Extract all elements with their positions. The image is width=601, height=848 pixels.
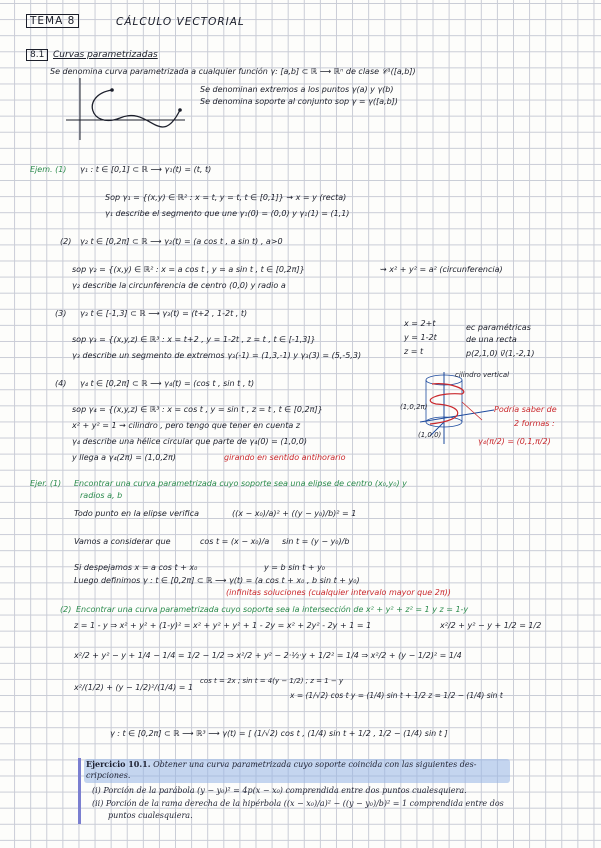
ej5-line5: Luego definimos γ : t ∈ [0,2π] ⊂ ℝ ⟶ γ(t) = (a cos t + x₀ , b sin t + y₀): [74, 576, 360, 585]
ej3-system-3: z = t: [404, 347, 424, 356]
ej1-label: Ejem. (1): [30, 165, 67, 174]
ej3-side3: p(2,1,0) v⃗(1,-2,1): [466, 349, 535, 358]
ej6-line2a: z = 1 - y ⇒ x² + y² + (1-y)² = x² + y² + y² + 1 - 2y = x² + 2y² - 2y + 1 = 1: [74, 621, 372, 630]
intro-soporte: Se denomina soporte al conjunto sop γ = γ([a,b]): [200, 97, 398, 106]
ej5-line1: Encontrar una curva parametrizada cuyo soporte sea una elipse de centro (x₀,y₀) y: [74, 479, 407, 488]
ej6-line4c: x = (1/√2) cos t y = (1/4) sin t + 1/2 z = 1/2 − (1/4) sin t: [290, 691, 503, 700]
ej3-system-1: x = 2+t: [404, 319, 436, 328]
fig-cilindro-label: cilindro vertical: [455, 371, 510, 379]
ej5-line3b: cos t = (x − x₀)/a: [200, 537, 270, 546]
fig-note-3: γ₄(π/2) = (0,1,π/2): [478, 437, 551, 446]
ej3-side1: ec paramétricas: [466, 323, 531, 332]
exercise-item-1: (i) Porción de la parábola (y − y₀)² = 4p(x − x₀) comprendida entre dos puntos cualesquiera.: [92, 786, 467, 795]
intro-definition: Se denomina curva parametrizada a cualquier función γ: [a,b] ⊂ ℝ ⟶ ℝⁿ de clase 𝒞¹([a,b]): [50, 67, 416, 76]
intro-extremos: Se denominan extremos a los puntos γ(a) y γ(b): [200, 85, 394, 94]
ej5-line6: (infinitas soluciones (cualquier intervalo mayor que 2π)): [226, 588, 451, 597]
ej5-line2a: Todo punto en la elipse verifica: [74, 509, 200, 518]
ej6-line4b: cos t = 2x ; sin t = 4(y − 1/2) ; z = 1 − y: [200, 677, 344, 685]
ej4-line4: y llega a γ₄(2π) = (1,0,2π): [72, 453, 176, 462]
ej3-line2: γ₃ describe un segmento de extremos γ₃(-1) = (1,3,-1) y γ₃(3) = (5,-5,3): [72, 351, 362, 360]
ej5-line4b: y = b sin t + y₀: [264, 563, 326, 572]
ej2-line2: γ₂ describe la circunferencia de centro (0,0) y radio a: [72, 281, 286, 290]
ej1-line2: γ₁ describe el segmento que une γ₁(0) = (0,0) y γ₁(1) = (1,1): [105, 209, 350, 218]
exercise-box: [78, 758, 518, 824]
exercise-text-1: Obtener una curva parametrizada cuyo soporte coincida con las siguientes des-: [153, 760, 477, 769]
exercise-bar: [78, 758, 81, 824]
fig-point-bottom: (1,0,0): [418, 431, 442, 439]
ej5-line3a: Vamos a considerar que: [74, 537, 171, 546]
ej2-line1: sop γ₂ = {(x,y) ∈ ℝ² : x = a cos t , y = a sin t , t ∈ [0,2π]}: [72, 265, 305, 274]
ej4-label: (4): [55, 379, 67, 388]
ej3-system-2: y = 1-2t: [404, 333, 437, 342]
ej4-line3: γ₄ describe una hélice circular que parte de γ₄(0) = (1,0,0): [72, 437, 308, 446]
ej4-head: γ₄ t ∈ [0,2π] ⊂ ℝ ⟶ γ₄(t) = (cos t , sin t , t): [80, 379, 255, 388]
exercise-title: Ejercicio 10.1.: [86, 759, 151, 769]
page-title: CÁLCULO VECTORIAL: [116, 16, 245, 28]
ej5-line1b: radios a, b: [80, 491, 123, 500]
ej3-head: γ₃ t ∈ [-1,3] ⊂ ℝ ⟶ γ₃(t) = (t+2 , 1-2t , t): [80, 309, 248, 318]
ej5-line2b: ((x − x₀)/a)² + ((y − y₀)/b)² = 1: [232, 509, 357, 518]
exercise-item-2a: (ii) Porción de la rama derecha de la hipérbola ((x − x₀)/a)² − ((y − y₀)/b)² = 1 comprendida entre dos: [92, 799, 504, 808]
ej1-head: γ₁ : t ∈ [0,1] ⊂ ℝ ⟶ γ₁(t) = (t, t): [80, 165, 212, 174]
section-number: 8.1: [26, 49, 48, 61]
ej6-line2b: x²/2 + y² − y + 1/2 = 1/2: [440, 621, 542, 630]
fig-note-2: 2 formas :: [514, 419, 555, 428]
ej1-line1: Sop γ₁ = {(x,y) ∈ ℝ² : x = t, y = t, t ∈ [0,1]} ⇝ x = y (recta): [105, 193, 347, 202]
ej5-label: Ejer. (1): [30, 479, 62, 488]
ej5-line3c: sin t = (y − y₀)/b: [282, 537, 350, 546]
exercise-text-2: cripciones.: [86, 771, 131, 780]
ej2-head: γ₂ t ∈ [0,2π] ⊂ ℝ ⟶ γ₂(t) = (a cos t , a sin t) , a>0: [80, 237, 283, 246]
ej2-line1b: ⇝ x² + y² = a² (circunferencia): [380, 265, 503, 274]
ej2-label: (2): [60, 237, 72, 246]
ej6-line1: Encontrar una curva parametrizada cuyo soporte sea la intersección de x² + y² + z² = 1 y z = 1-y: [76, 605, 469, 614]
fig-note-1: Podría saber de: [494, 405, 557, 414]
ej6-label: (2): [60, 605, 72, 614]
ej5-line4a: Si despejamos x = a cos t + x₀: [74, 563, 198, 572]
exercise-item-2b: puntos cualesquiera.: [108, 811, 193, 820]
ej3-side2: de una recta: [466, 335, 517, 344]
ej4-line4b: girando en sentido antihorario: [224, 453, 346, 462]
ej3-line1: sop γ₃ = {(x,y,z) ∈ ℝ³ : x = t+2 , y = 1-2t , z = t , t ∈ [-1,3]}: [72, 335, 316, 344]
ej3-label: (3): [55, 309, 67, 318]
ej6-line5: γ : t ∈ [0,2π] ⊂ ℝ ⟶ ℝ³ ⟶ γ(t) = [ (1/√2) cos t , (1/4) sin t + 1/2 , 1/2 − (1/4) sin t ]: [110, 729, 448, 738]
section-title: Curvas parametrizadas: [53, 50, 158, 60]
ej4-line2: x² + y² = 1 ⇝ cilindro , pero tengo que tener en cuenta z: [72, 421, 301, 430]
ej6-line3: x²/2 + y² − y + 1/4 − 1/4 = 1/2 − 1/2 ⇒ x²/2 + y² − 2·½·y + 1/2² = 1/4 ⇒ x²/2 + (y − 1/2)² = 1/4: [74, 651, 462, 660]
ej6-line4a: x²/(1/2) + (y − 1/2)²/(1/4) = 1: [74, 683, 194, 692]
fig-point-top: (1,0,2π): [400, 403, 428, 411]
ej4-line1: sop γ₄ = {(x,y,z) ∈ ℝ³ : x = cos t , y = sin t , z = t , t ∈ [0,2π]}: [72, 405, 323, 414]
tema-label: TEMA 8: [26, 14, 79, 28]
